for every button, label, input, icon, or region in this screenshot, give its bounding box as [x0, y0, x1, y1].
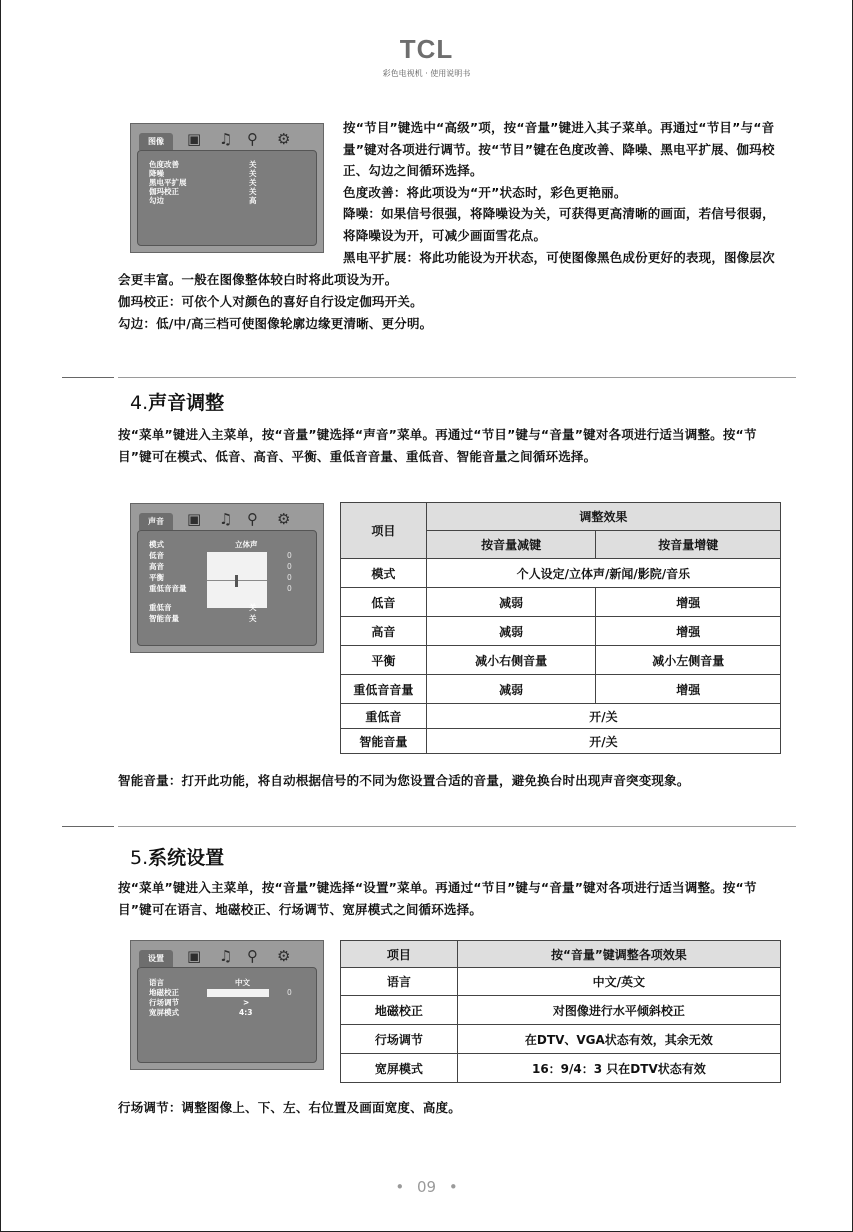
- table-header-volume-up: 按音量增键: [596, 531, 781, 559]
- table-cell-up: 增强: [596, 588, 781, 617]
- osd-row-label: 色度改善: [149, 160, 179, 169]
- table-cell-effect: 中文/英文: [457, 968, 780, 996]
- table-cell-effect: 16：9/4：3 只在DTV状态有效: [457, 1054, 780, 1083]
- page-dot-right: •: [448, 1178, 458, 1196]
- edge-label: 勾边: [118, 316, 144, 331]
- table-cell-item: 地磁校正: [341, 996, 458, 1025]
- table-row: [341, 704, 781, 729]
- system-section-title: 系统设置: [148, 847, 225, 869]
- table-cell-effect: 开/关: [426, 729, 780, 754]
- color-improve-desc: [343, 182, 783, 204]
- section-divider: [118, 826, 796, 827]
- osd-tab-label: 设置: [139, 950, 173, 967]
- table-cell-item: 高音: [341, 617, 427, 646]
- smart-volume-label: 智能音量: [118, 773, 169, 788]
- edge-desc: [118, 313, 783, 335]
- brand-logo: TCL: [399, 34, 454, 64]
- osd-row-label: 低音: [149, 551, 164, 560]
- table-cell-item: 语言: [341, 968, 458, 996]
- osd-row-label: 高音: [149, 562, 164, 571]
- header-subtitle: 彩色电视机 · 使用说明书: [382, 69, 471, 78]
- section-divider: [118, 377, 796, 378]
- smart-volume-text: ：打开此功能，将自动根据信号的不同为您设置合适的音量，避免换台时出现声音突变现象。: [168, 773, 690, 788]
- system-section-number: 5.: [130, 847, 149, 869]
- osd-slider-bar: [207, 989, 269, 997]
- black-level-desc: [118, 247, 783, 290]
- black-level-label: 黑电平扩展: [343, 250, 407, 265]
- table-cell-item: 低音: [341, 588, 427, 617]
- page-edge: [0, 0, 1, 1232]
- osd-row-number: 0: [287, 551, 292, 560]
- section-divider: [62, 377, 114, 378]
- sound-section-number: 4.: [130, 392, 149, 414]
- table-cell-effect: 在DTV、VGA状态有效，其余无效: [457, 1025, 780, 1054]
- osd-row-label: 语言: [149, 978, 164, 987]
- edge-text: ：低/中/高三档可使图像轮廓边缘更清晰、更分明。: [143, 316, 433, 331]
- gear-icon: ⚙: [277, 510, 291, 528]
- picture-intro: 按“节目”键选中“高级”项，按“音量”键进入其子菜单。再通过“节目”与“音量”键对各项进行调节。按“节目”键在色度改善、降噪、黑电平扩展、伽玛校正、勾边之间循环选择。: [343, 120, 775, 179]
- osd-row-label: 勾边: [149, 196, 164, 205]
- picture-advanced-text: [343, 117, 783, 247]
- smart-volume-note: [118, 770, 783, 792]
- osd-row-label: 地磁校正: [149, 988, 179, 997]
- table-cell-item: 平衡: [341, 646, 427, 675]
- table-header-volume-down: 按音量减键: [426, 531, 596, 559]
- table-cell-down: 减弱: [426, 617, 596, 646]
- system-effect-table: [340, 940, 781, 1083]
- osd-row-number: 0: [287, 562, 292, 571]
- osd-row-value: 高: [249, 196, 257, 205]
- noise-reduction-desc: [343, 203, 783, 246]
- table-cell-item: 智能音量: [341, 729, 427, 754]
- osd-row-number: 0: [287, 988, 292, 997]
- noise-reduction-label: 降噪: [343, 206, 369, 222]
- search-icon: ⚲: [247, 130, 258, 148]
- osd-row-value: 关: [249, 187, 257, 196]
- table-row: [341, 968, 781, 996]
- osd-tab-label: 图像: [139, 133, 173, 150]
- osd-row-label: 重低音: [149, 603, 172, 612]
- table-cell-item: 重低音音量: [341, 675, 427, 704]
- table-header-effect: 调整效果: [426, 503, 780, 531]
- search-icon: ⚲: [247, 510, 258, 528]
- black-level-text: ：将此功能设为开状态，可使图像黑色成份更好的表现，图像层次会更丰富。一般在图像整体较白时将此项设为开。: [118, 250, 775, 287]
- table-row: [341, 996, 781, 1025]
- line-field-label: 行场调节: [118, 1100, 169, 1115]
- table-row: [341, 729, 781, 754]
- table-cell-up: 减小左侧音量: [596, 646, 781, 675]
- osd-row-label: 行场调节: [149, 998, 179, 1007]
- osd-row-label: 模式: [149, 540, 164, 549]
- page-dot-left: •: [395, 1178, 405, 1196]
- gamma-desc: [118, 291, 783, 313]
- table-header-item: 项目: [341, 941, 458, 968]
- osd-row-label: 宽屏模式: [149, 1008, 179, 1017]
- section-divider: [62, 826, 114, 827]
- table-row: [341, 675, 781, 704]
- table-cell-down: 减小右侧音量: [426, 646, 596, 675]
- picture-icon: ▣: [187, 510, 202, 528]
- system-section-heading: [130, 843, 224, 870]
- gear-icon: ⚙: [277, 130, 291, 148]
- osd-row-label: 重低音音量: [149, 584, 187, 593]
- osd-row-value: 关: [249, 160, 257, 169]
- table-cell-item: 宽屏模式: [341, 1054, 458, 1083]
- osd-row-label: 智能音量: [149, 614, 179, 623]
- system-intro: 按“菜单”键进入主菜单，按“音量”键选择“设置”菜单。再通过“节目”键与“音量”键对各项进行适当调整。按“节目”键可在语言、地磁校正、行场调节、宽屏模式之间循环选择。: [118, 880, 757, 917]
- osd-row-value: 关: [249, 178, 257, 187]
- gamma-label: 伽玛校正: [118, 294, 169, 309]
- table-row: [341, 1054, 781, 1083]
- table-header-item: 项目: [341, 503, 427, 559]
- table-cell-item: 模式: [341, 559, 427, 588]
- osd-row-value: 关: [249, 603, 257, 612]
- table-cell-up: 增强: [596, 617, 781, 646]
- osd-row-value: 关: [249, 169, 257, 178]
- gamma-text: ：可依个人对颜色的喜好自行设定伽玛开关。: [168, 294, 423, 309]
- osd-row-value: 关: [249, 614, 257, 623]
- osd-tab-label: 声音: [139, 513, 173, 530]
- music-note-icon: ♫: [219, 130, 233, 148]
- sound-intro: 按“菜单”键进入主菜单，按“音量”键选择“声音”菜单。再通过“节目”键与“音量”键对各项进行适当调整。按“节目”键可在模式、低音、高音、平衡、重低音音量、重低音、智能音量之间循环选择。: [118, 427, 757, 464]
- osd-row-label: 黑电平扩展: [149, 178, 187, 187]
- table-cell-item: 重低音: [341, 704, 427, 729]
- picture-icon: ▣: [187, 130, 202, 148]
- osd-row-label: 降噪: [149, 169, 164, 178]
- osd-balance-marker: [235, 575, 238, 587]
- osd-row-value: >: [243, 998, 250, 1007]
- table-cell-effect: 对图像进行水平倾斜校正: [457, 996, 780, 1025]
- osd-row-number: 0: [287, 573, 292, 582]
- table-row: [341, 1025, 781, 1054]
- sound-section-heading: [130, 388, 224, 415]
- system-osd-menu: [130, 940, 324, 1070]
- sound-effect-table: [340, 502, 781, 754]
- table-cell-down: 减弱: [426, 675, 596, 704]
- table-cell-effect: 开/关: [426, 704, 780, 729]
- osd-row-label: 伽玛校正: [149, 187, 179, 196]
- line-field-note: [118, 1097, 783, 1119]
- osd-row-value: 中文: [235, 978, 250, 987]
- table-cell-effect: 个人设定/立体声/新闻/影院/音乐: [426, 559, 780, 588]
- table-row: [341, 617, 781, 646]
- osd-row-number: 0: [287, 584, 292, 593]
- osd-row-value: 4:3: [239, 1008, 253, 1017]
- search-icon: ⚲: [247, 947, 258, 965]
- gear-icon: ⚙: [277, 947, 291, 965]
- table-cell-item: 行场调节: [341, 1025, 458, 1054]
- noise-reduction-text: ：如果信号很强，将降噪设为关，可获得更高清晰的画面，若信号很弱，将降噪设为开，可减少画面雪花点。: [343, 206, 775, 243]
- line-field-text: ：调整图像上、下、左、右位置及画面宽度、高度。: [168, 1100, 461, 1115]
- sound-osd-menu: [130, 503, 324, 653]
- table-cell-up: 增强: [596, 675, 781, 704]
- osd-row-value: 立体声: [235, 540, 258, 549]
- table-row: [341, 646, 781, 675]
- page-number: 09: [416, 1178, 437, 1196]
- table-row: [341, 588, 781, 617]
- table-cell-down: 减弱: [426, 588, 596, 617]
- music-note-icon: ♫: [219, 510, 233, 528]
- table-row: [341, 559, 781, 588]
- page-number-footer: [0, 1178, 853, 1196]
- color-improve-label: 色度改善: [343, 184, 394, 200]
- osd-row-label: 平衡: [149, 573, 164, 582]
- music-note-icon: ♫: [219, 947, 233, 965]
- sound-section-title: 声音调整: [148, 392, 225, 414]
- table-header-effect: 按“音量”键调整各项效果: [457, 941, 780, 968]
- color-improve-text: ：将此项设为“开”状态时，彩色更艳丽。: [393, 184, 627, 200]
- picture-icon: ▣: [187, 947, 202, 965]
- picture-osd-menu: [130, 123, 324, 253]
